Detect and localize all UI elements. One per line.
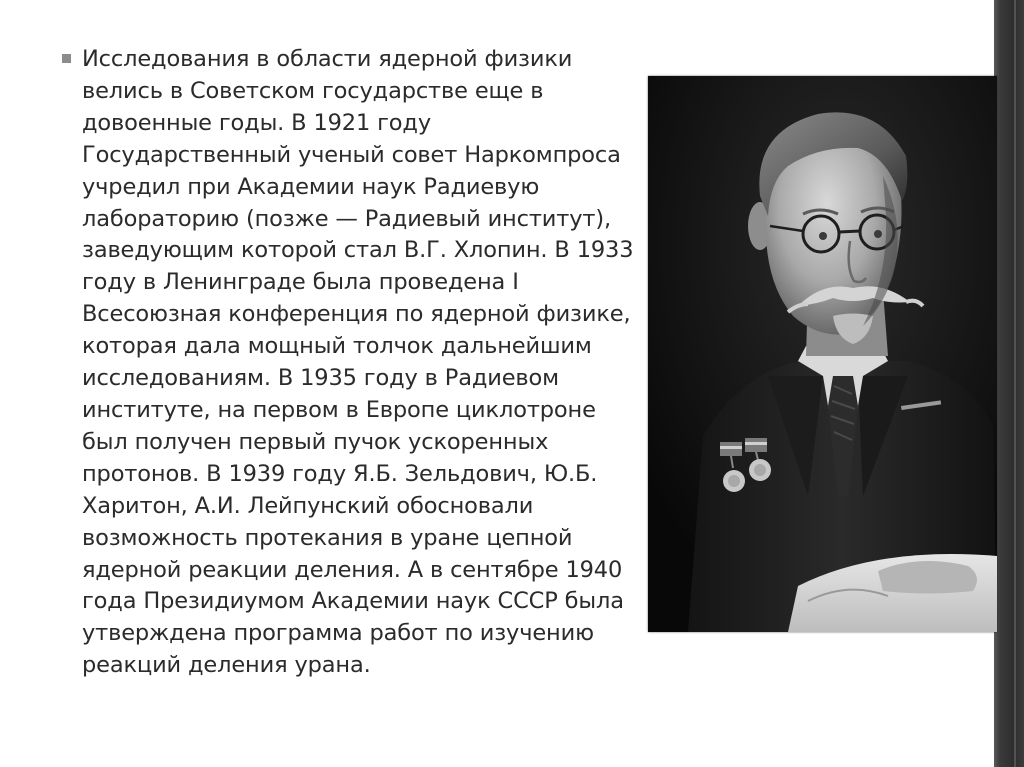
decorative-side-strip	[994, 0, 1024, 767]
bullet-square-icon	[62, 54, 71, 63]
slide-body-text: Исследования в области ядерной физики велись в Советском государстве еще в довоенные годы. В 1921 году Государственный ученый совет Наркомпроса учредил при Академии наук Радиевую лабораторию (позже — Радиевый институт), заведующим которой стал В.Г. Хлопин. В 1933 году в Ленинграде была проведена I Всесоюзная конференция по ядерной физике, которая дала мощный толчок дальнейшим исследованиям. В 1935 году в Радиевом институте, на первом в Европе циклотроне был получен первый пучок ускоренных протонов. В 1939 году Я.Б. Зельдович, Ю.Б. Харитон, А.И. Лейпунский обосновали возможность протекания в уране цепной ядерной реакции деления. А в сентябре 1940 года Президиумом Академии наук СССР была утверждена программа работ по изучению реакций деления урана.	[82, 46, 634, 679]
portrait-illustration	[648, 76, 997, 632]
side-strip-line	[1014, 0, 1016, 767]
portrait-photo	[648, 76, 997, 632]
